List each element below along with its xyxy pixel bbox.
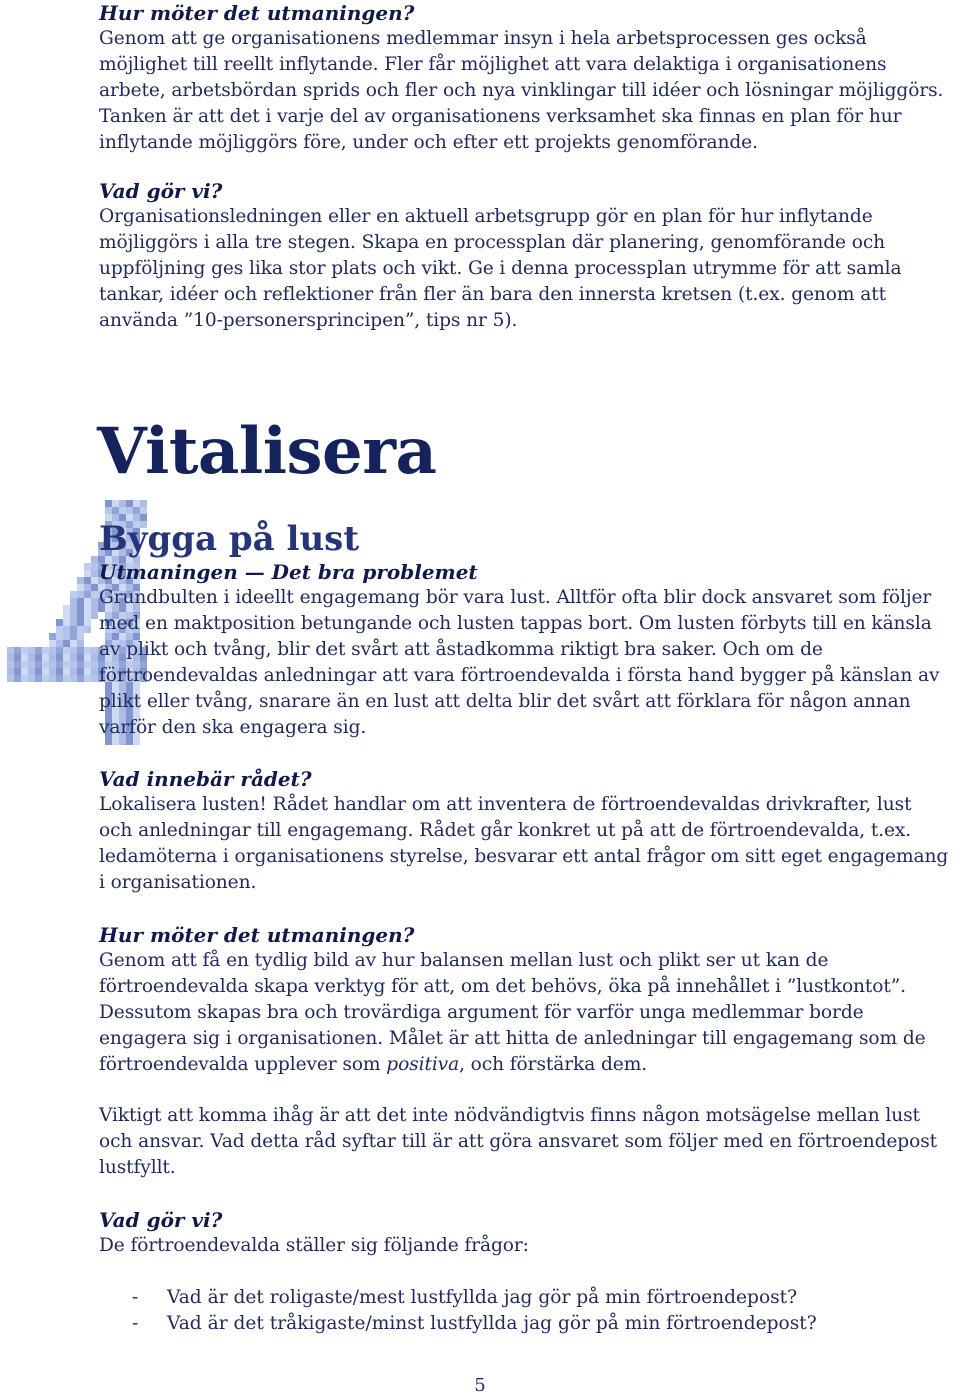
numeral-pixel: [35, 654, 42, 661]
numeral-pixel: [28, 668, 35, 675]
numeral-pixel: [42, 668, 49, 675]
numeral-pixel: [56, 675, 63, 682]
numeral-pixel: [28, 661, 35, 668]
numeral-pixel: [14, 668, 21, 675]
numeral-pixel: [91, 598, 98, 605]
numeral-pixel: [21, 675, 28, 682]
numeral-pixel: [105, 507, 112, 514]
numeral-pixel: [14, 675, 21, 682]
numeral-pixel: [77, 605, 84, 612]
paragraph-viktigt: Viktigt att komma ihåg är att det inte nödvändigtvis finns någon motsägelse mellan lust och ansvar. Vad detta råd syftar till är att göra ansvaret som följer med en förtroendepost lustfyllt.: [99, 1105, 938, 1178]
numeral-pixel: [77, 591, 84, 598]
challenge-section: [99, 559, 949, 741]
question-text: Vad är det roligaste/mest lustfyllda jag gör på min förtroendepost?: [167, 1287, 798, 1308]
balans-text-emphasis: positiva: [386, 1054, 460, 1075]
numeral-pixel: [63, 675, 70, 682]
numeral-pixel: [77, 640, 84, 647]
numeral-pixel: [77, 661, 84, 668]
paragraph-inflytande: Genom att ge organisationens medlemmar insyn i hela arbetsprocessen ges också möjlighet till reellt inflytande. Fler får möjlighet att vara delaktiga i organisationens arbete, arbetsbördan sprids och fler och nya vinklingar till idéer och lösningar möjliggörs. Tanken är att det i varje del av organisationens verksamhet ska finnas en plan för hur inflytande möjliggörs före, under och efter ett projekts genomförande.: [99, 28, 944, 153]
numeral-pixel: [133, 500, 140, 507]
numeral-pixel: [63, 654, 70, 661]
numeral-pixel: [91, 563, 98, 570]
numeral-pixel: [91, 668, 98, 675]
numeral-pixel: [56, 626, 63, 633]
numeral-pixel: [42, 661, 49, 668]
numeral-pixel: [63, 640, 70, 647]
numeral-pixel: [84, 626, 91, 633]
numeral-pixel: [49, 640, 56, 647]
numeral-pixel: [35, 661, 42, 668]
numeral-pixel: [49, 661, 56, 668]
numeral-pixel: [84, 584, 91, 591]
numeral-pixel: [14, 661, 21, 668]
paragraph-utmaningen: Grundbulten i ideellt engagemang bör vara lust. Alltför ofta blir dock ansvaret som följer med en maktposition betungande och lusten tappas bort. Om lusten förbyts till en känsla av plikt och tvång, blir det svårt att åstadkomma riktigt bra saker. Och om de förtroendevaldas anledningar att vara förtroendevalda i första hand bygger på känslan av plikt eller tvång, snarare än en lust att delta blir det svårt att förklara för någon annan varför den ska engagera sig.: [99, 587, 940, 738]
numeral-pixel: [28, 647, 35, 654]
numeral-pixel: [7, 668, 14, 675]
numeral-pixel: [56, 668, 63, 675]
numeral-pixel: [77, 584, 84, 591]
numeral-pixel: [126, 507, 133, 514]
numeral-pixel: [91, 556, 98, 563]
numeral-pixel: [77, 633, 84, 640]
numeral-pixel: [91, 647, 98, 654]
numeral-pixel: [70, 598, 77, 605]
numeral-pixel: [70, 675, 77, 682]
paragraph-lokalisera: Lokalisera lusten! Rådet handlar om att inventera de förtroendevaldas drivkrafter, lust och anledningar till engagemang. Rådet går konkret ut på att de förtroendevalda, t.ex. ledamöterna i organisationens styrelse, besvarar ett antal frågor om sitt eget engagemang i organisationen.: [99, 794, 949, 893]
numeral-pixel: [56, 661, 63, 668]
numeral-pixel: [63, 619, 70, 626]
section-title: Vitalisera: [97, 414, 437, 489]
numeral-pixel: [70, 668, 77, 675]
numeral-pixel: [91, 654, 98, 661]
numeral-pixel: [35, 647, 42, 654]
numeral-pixel: [84, 647, 91, 654]
numeral-pixel: [84, 591, 91, 598]
numeral-pixel: [63, 633, 70, 640]
numeral-pixel: [7, 661, 14, 668]
numeral-pixel: [42, 675, 49, 682]
numeral-pixel: [84, 563, 91, 570]
numeral-pixel: [84, 661, 91, 668]
numeral-pixel: [56, 619, 63, 626]
numeral-pixel: [63, 661, 70, 668]
numeral-pixel: [84, 577, 91, 584]
numeral-pixel: [91, 570, 98, 577]
list-item: [99, 1285, 949, 1311]
numeral-pixel: [35, 675, 42, 682]
numeral-pixel: [140, 500, 147, 507]
paragraph-fragor: De förtroendevalda ställer sig följande frågor:: [99, 1235, 529, 1256]
numeral-pixel: [42, 654, 49, 661]
list-bullet: -: [132, 1287, 139, 1308]
numeral-pixel: [70, 647, 77, 654]
numeral-pixel: [126, 500, 133, 507]
heading-hur-moter-2: Hur möter det utmaningen?: [99, 923, 415, 947]
numeral-pixel: [42, 647, 49, 654]
numeral-pixel: [91, 584, 98, 591]
vad-gor-vi-section-2: [99, 1207, 949, 1259]
reminder-section: [99, 1103, 949, 1181]
balans-text-b: , och förstärka dem.: [459, 1054, 648, 1075]
numeral-pixel: [140, 507, 147, 514]
numeral-pixel: [63, 626, 70, 633]
vad-gor-vi-section-1: [99, 178, 949, 334]
numeral-pixel: [28, 654, 35, 661]
numeral-pixel: [84, 605, 91, 612]
numeral-pixel: [70, 605, 77, 612]
paragraph-processplan: Organisationsledningen eller en aktuell arbetsgrupp gör en plan för hur inflytande möjliggörs i alla tre stegen. Skapa en processplan där planering, genomförande och uppföljning ges lika stor plats och vikt. Ge i denna processplan utrymme för att samla tankar, idéer och reflektioner från fler än bara den innersta kretsen (t.ex. genom att använda ”10-personersprincipen”, tips nr 5).: [99, 206, 902, 331]
numeral-pixel: [21, 647, 28, 654]
numeral-pixel: [84, 668, 91, 675]
numeral-pixel: [7, 654, 14, 661]
numeral-pixel: [133, 507, 140, 514]
numeral-pixel: [77, 619, 84, 626]
numeral-pixel: [119, 507, 126, 514]
heading-vad-gor-vi-1: Vad gör vi?: [99, 179, 223, 203]
numeral-pixel: [84, 612, 91, 619]
numeral-pixel: [112, 500, 119, 507]
numeral-pixel: [91, 675, 98, 682]
numeral-pixel: [77, 654, 84, 661]
numeral-pixel: [91, 612, 98, 619]
numeral-pixel: [63, 668, 70, 675]
numeral-pixel: [70, 640, 77, 647]
numeral-pixel: [49, 647, 56, 654]
numeral-pixel: [77, 668, 84, 675]
numeral-pixel: [63, 647, 70, 654]
numeral-pixel: [91, 661, 98, 668]
heading-hur-moter-1: Hur möter det utmaningen?: [99, 1, 415, 25]
numeral-pixel: [119, 500, 126, 507]
numeral-pixel: [56, 654, 63, 661]
numeral-pixel: [14, 654, 21, 661]
numeral-pixel: [56, 633, 63, 640]
heading-vad-gor-vi-2: Vad gör vi?: [99, 1208, 223, 1232]
page-number: 5: [474, 1375, 486, 1396]
numeral-pixel: [91, 605, 98, 612]
heading-vad-innebar: Vad innebär rådet?: [99, 767, 312, 791]
section-subtitle: Bygga på lust: [99, 519, 360, 559]
numeral-pixel: [112, 507, 119, 514]
numeral-pixel: [49, 675, 56, 682]
numeral-pixel: [21, 668, 28, 675]
list-item: [99, 1311, 949, 1337]
numeral-pixel: [84, 675, 91, 682]
numeral-pixel: [91, 591, 98, 598]
question-text: Vad är det tråkigaste/minst lustfyllda jag gör på min förtroendepost?: [167, 1313, 817, 1334]
numeral-pixel: [70, 661, 77, 668]
numeral-pixel: [7, 647, 14, 654]
meet-section: [99, 922, 949, 1078]
numeral-pixel: [63, 612, 70, 619]
numeral-pixel: [49, 654, 56, 661]
numeral-pixel: [84, 654, 91, 661]
heading-utmaningen: Utmaningen — Det bra problemet: [99, 560, 478, 584]
numeral-pixel: [70, 626, 77, 633]
numeral-pixel: [84, 570, 91, 577]
numeral-pixel: [77, 612, 84, 619]
numeral-pixel: [28, 675, 35, 682]
numeral-pixel: [35, 668, 42, 675]
numeral-pixel: [91, 577, 98, 584]
numeral-pixel: [14, 647, 21, 654]
numeral-pixel: [49, 633, 56, 640]
list-bullet: -: [132, 1313, 139, 1334]
numeral-pixel: [84, 598, 91, 605]
numeral-pixel: [70, 633, 77, 640]
numeral-pixel: [70, 619, 77, 626]
balans-text-a: Genom att få en tydlig bild av hur balansen mellan lust och plikt ser ut kan de förtroendevalda skapa verktyg för att, om det behövs, öka på innehållet i ”lustkontot”. Dessutom skapas bra och trovärdiga argument för varför unga medlemmar borde engagera sig i organisationen. Målet är att hitta de anledningar till engagemang som de förtroendevalda upplever som: [99, 950, 926, 1075]
numeral-pixel: [84, 619, 91, 626]
numeral-pixel: [56, 647, 63, 654]
numeral-pixel: [21, 654, 28, 661]
numeral-pixel: [77, 598, 84, 605]
numeral-pixel: [77, 577, 84, 584]
numeral-pixel: [7, 675, 14, 682]
questions-list: [99, 1285, 949, 1337]
numeral-pixel: [105, 500, 112, 507]
numeral-pixel: [56, 640, 63, 647]
numeral-pixel: [77, 626, 84, 633]
paragraph-balans: [99, 948, 949, 1078]
numeral-pixel: [77, 647, 84, 654]
numeral-pixel: [70, 591, 77, 598]
advice-section: [99, 766, 949, 896]
numeral-pixel: [49, 668, 56, 675]
numeral-pixel: [77, 675, 84, 682]
numeral-pixel: [21, 661, 28, 668]
top-section: [99, 0, 949, 156]
numeral-pixel: [63, 605, 70, 612]
numeral-pixel: [70, 654, 77, 661]
numeral-pixel: [70, 612, 77, 619]
